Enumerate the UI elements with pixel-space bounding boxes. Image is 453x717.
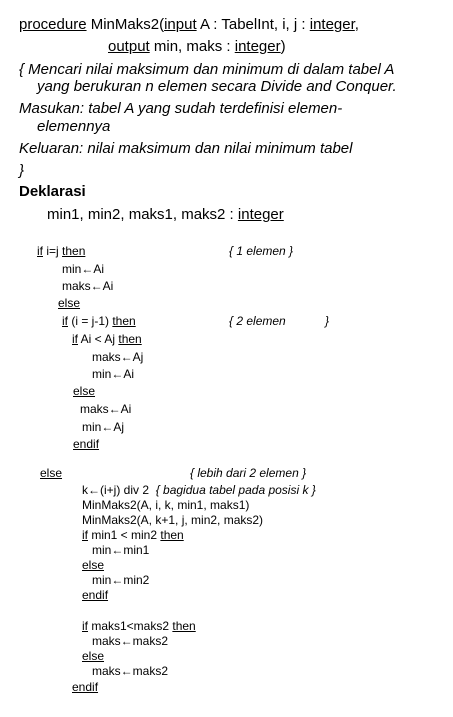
keyword-if: if — [62, 314, 68, 328]
condition: Ai < Aj — [78, 332, 119, 346]
if-line — [82, 529, 184, 541]
comment-line: { Mencari nilai maksimum dan minimum di dalam tabel A — [19, 61, 395, 78]
condition: min1 < min2 — [88, 528, 161, 542]
condition: maks1<maks2 — [88, 619, 173, 633]
keyword-integer: integer — [237, 206, 284, 223]
declaration-vars — [47, 207, 284, 222]
keyword-output: output — [108, 38, 150, 55]
inline-comment: { bagidua tabel pada posisi k } — [155, 483, 316, 497]
statement: maks←maks2 — [92, 664, 169, 678]
keyword-else: else — [40, 466, 63, 480]
keyword-else: else — [82, 558, 105, 572]
procedure-signature-line2 — [108, 39, 286, 54]
inline-comment: { lebih dari 2 elemen } — [190, 466, 307, 480]
input-params: A : TabelInt, i, j : — [196, 16, 310, 33]
output-params: min, maks : — [149, 38, 235, 55]
statement: maks←maks2 — [92, 634, 169, 648]
keyword-endif: endif — [72, 680, 99, 694]
inline-comment: { 1 elemen } — [229, 244, 294, 258]
keyword-integer: integer — [234, 38, 281, 55]
keyword-procedure: procedure — [19, 16, 87, 33]
keyword-endif: endif — [73, 437, 100, 451]
if-line — [82, 620, 196, 632]
comma: , — [354, 16, 359, 33]
procedure-name: MinMaks2( — [90, 16, 165, 33]
var-list: min1, min2, maks1, maks2 : — [47, 206, 238, 223]
condition: i=j — [43, 244, 63, 258]
if-line — [37, 245, 85, 257]
keyword-integer: integer — [309, 16, 355, 33]
output-description: Keluaran: nilai maksimum dan nilai minimum tabel — [19, 140, 353, 157]
keyword-then: then — [118, 332, 142, 346]
statement — [82, 484, 316, 496]
input-description: Masukan: tabel A yang sudah terdefinisi elemen- — [19, 100, 343, 117]
statement: maks←Ai — [80, 402, 132, 416]
declaration-heading: Deklarasi — [19, 183, 86, 200]
keyword-if: if — [72, 332, 78, 346]
statement: min←min2 — [92, 573, 150, 587]
inline-comment: { 2 elemen — [229, 314, 286, 328]
keyword-then: then — [172, 619, 196, 633]
keyword-else: else — [58, 296, 81, 310]
keyword-if: if — [82, 528, 88, 542]
inline-comment-close: } — [325, 314, 330, 328]
statement: MinMaks2(A, k+1, j, min2, maks2) — [82, 513, 264, 527]
statement: min←Ai — [92, 367, 135, 381]
input-description-cont: elemennya — [37, 118, 111, 135]
statement: min←min1 — [92, 543, 150, 557]
keyword-then: then — [160, 528, 184, 542]
condition: (i = j-1) — [68, 314, 113, 328]
keyword-endif: endif — [82, 588, 109, 602]
keyword-then: then — [62, 244, 86, 258]
keyword-if: if — [37, 244, 43, 258]
close-paren: ) — [280, 38, 286, 55]
procedure-signature-line1 — [19, 17, 359, 32]
split-code: k←(i+j) div 2 — [82, 483, 156, 497]
keyword-then: then — [112, 314, 136, 328]
if-line — [62, 315, 136, 327]
statement: MinMaks2(A, i, k, min1, maks1) — [82, 498, 250, 512]
comment-close: } — [19, 162, 25, 179]
keyword-input: input — [164, 16, 197, 33]
statement: min←Ai — [62, 262, 105, 276]
comment-line: yang berukuran n elemen secara Divide and Conquer. — [37, 78, 397, 95]
if-line — [72, 333, 142, 345]
statement: maks←Ai — [62, 279, 114, 293]
statement: maks←Aj — [92, 350, 144, 364]
keyword-if: if — [82, 619, 88, 633]
statement: min←Aj — [82, 420, 125, 434]
keyword-else: else — [82, 649, 105, 663]
keyword-else: else — [73, 384, 96, 398]
